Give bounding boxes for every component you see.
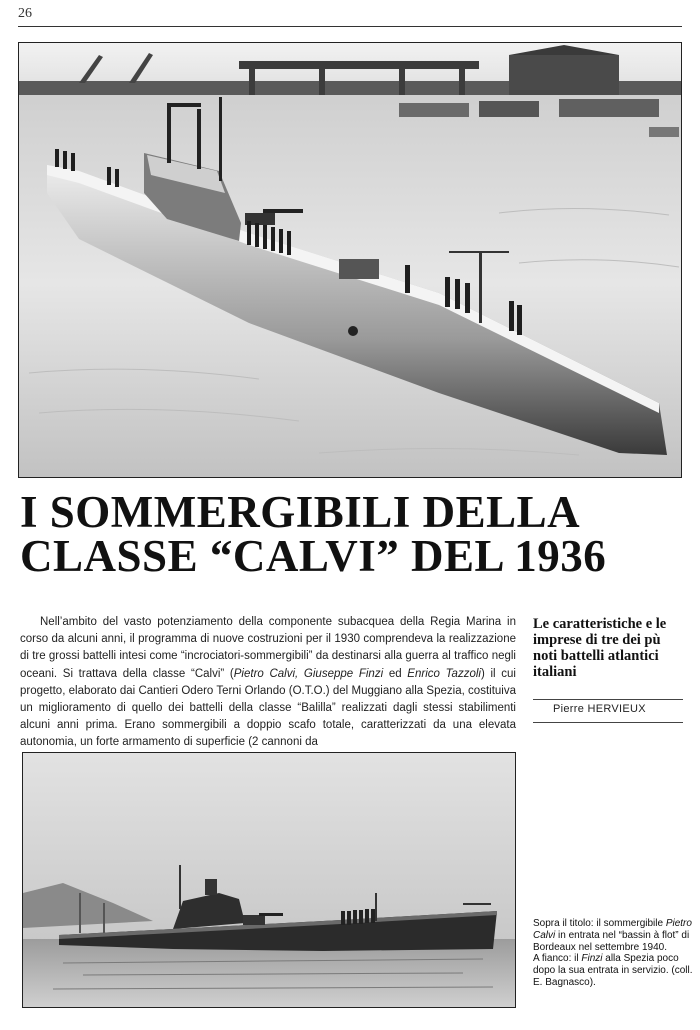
body-text-part-2: ed: [383, 667, 408, 680]
article-deck: Le caratteristiche e le imprese di tre dei pù noti battelli atlantici italiani: [533, 616, 667, 680]
body-ship-names-1: Pietro Calvi, Giuseppe Finzi: [233, 667, 384, 680]
body-text-part-3: ) il cui progetto, elaborato dai Cantieri Odero Terni Orlando (O.T.O.) del Muggiano alla Spezia, costituiva un miglioramento di quello dei battelli della classe “Balilla” realizzati dagli stessi stabilimenti alcuni anni prima. Erano sommergibili a doppio scafo totale, caratterizzati da una elevata autonomia, un forte armamento di superficie (2 cannoni da: [20, 667, 516, 749]
photo-caption: [533, 918, 695, 989]
caption-part-2: in entrata nel “bassin à flot” di Bordeaux nel settembre 1940.: [533, 929, 690, 953]
caption-ship-name-2: Finzi: [581, 953, 603, 965]
photo-finzi-image: [23, 753, 515, 1007]
author-name: Pierre HERVIEUX: [553, 703, 646, 715]
article-title: [20, 487, 680, 581]
article-title-line-1: I SOMMERGIBILI DELLA: [20, 487, 581, 537]
body-text-part-1: Nell’ambito del vasto potenziamento della componente subacquea della Regia Marina in corso da alcuni anni, il programma di nuove costruzioni per il 1930 comprendeva la realizzazione di tre grossi battelli intesi come “incrociatori-sommergibili” da destinarsi alla guerra al traffico negli oceani. Si trattava della classe “Calvi” (: [20, 616, 516, 680]
author-box: [533, 699, 683, 723]
caption-part-1: Sopra il titolo: il sommergibile: [533, 918, 666, 929]
caption-top-photo: [533, 918, 695, 953]
body-ship-names-2: Enrico Tazzoli: [407, 667, 481, 680]
header-rule: [18, 26, 682, 27]
article-body: [20, 614, 516, 749]
photo-calvi-image: [19, 43, 681, 477]
caption-part-3: A fianco: il: [533, 953, 582, 965]
caption-ship-name-1: Pietro Calvi: [533, 918, 692, 941]
caption-part-4: alla Spezia poco dopo la sua entrata in servizio. (coll. E. Bagnasco).: [533, 953, 693, 988]
page-number: 26: [18, 6, 32, 21]
article-body-paragraph: [20, 614, 516, 752]
article-title-line-2: CLASSE “CALVI” DEL 1936: [20, 531, 607, 581]
caption-side-photo: [533, 953, 695, 988]
photo-submarine-calvi-harbour: [18, 42, 682, 478]
photo-submarine-finzi-spezia: [22, 752, 516, 1008]
